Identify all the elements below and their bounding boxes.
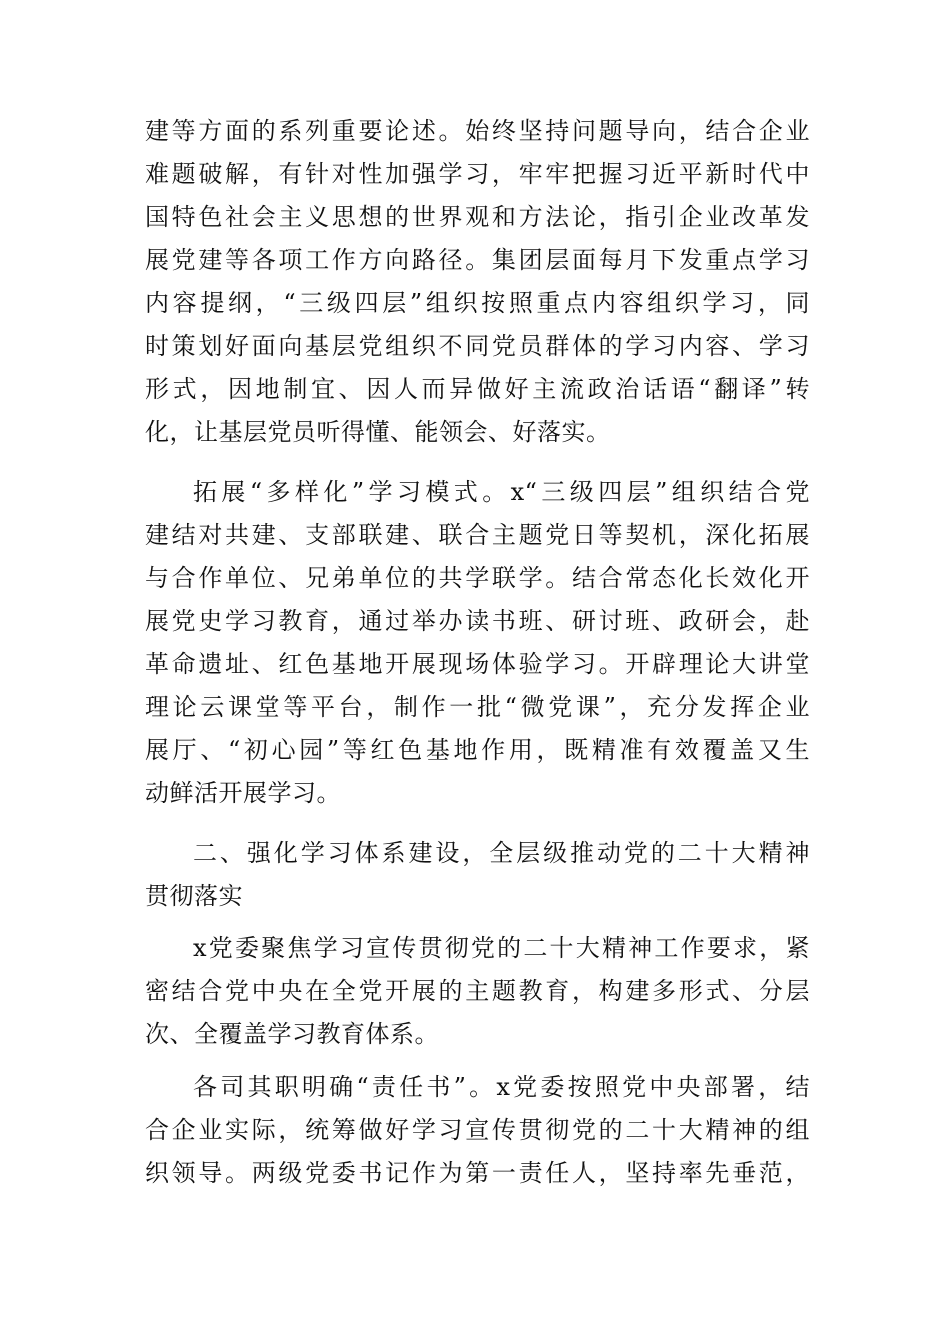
paragraph-1: [145, 110, 810, 454]
text-line: 合企业实际，统筹做好学习宣传贯彻党的二十大精神的组: [145, 1116, 810, 1144]
text-line: 时策划好面向基层党组织不同党员群体的学习内容、学习: [145, 332, 810, 360]
text-line: 内容提纲，“三级四层”组织按照重点内容组织学习，同: [145, 289, 810, 317]
section-heading: [145, 832, 810, 918]
heading-line: 二、强化学习体系建设，全层级推动党的二十大精神: [193, 839, 810, 867]
text-line: 国特色社会主义思想的世界观和方法论，指引企业改革发: [145, 203, 810, 231]
text-line: 理论云课堂等平台，制作一批“微党课”，充分发挥企业: [145, 693, 810, 721]
text-line: 建结对共建、支部联建、联合主题党日等契机，深化拓展: [145, 521, 810, 549]
text-line: 与合作单位、兄弟单位的共学联学。结合常态化长效化开: [145, 564, 810, 592]
text-line: 化，让基层党员听得懂、能领会、好落实。: [145, 418, 611, 446]
paragraph-4: [145, 1066, 810, 1195]
text-line: 动鲜活开展学习。: [145, 779, 341, 807]
text-line: 展党建等各项工作方向路径。集团层面每月下发重点学习: [145, 246, 810, 274]
paragraph-2: [145, 471, 810, 815]
text-line: 展党史学习教育，通过举办读书班、研讨班、政研会，赴: [145, 607, 810, 635]
text-line: 展厅、“初心园”等红色基地作用，既精准有效覆盖又生: [145, 736, 810, 764]
text-line: x党委聚焦学习宣传贯彻党的二十大精神工作要求，紧: [193, 934, 810, 962]
text-line: 次、全覆盖学习教育体系。: [145, 1020, 439, 1048]
text-line: 拓展“多样化”学习模式。x“三级四层”组织结合党: [193, 478, 810, 506]
text-line: 建等方面的系列重要论述。始终坚持问题导向，结合企业: [145, 117, 810, 145]
text-line: 织领导。两级党委书记作为第一责任人，坚持率先垂范，: [145, 1159, 810, 1187]
text-line: 各司其职明确“责任书”。x党委按照党中央部署，结: [193, 1073, 810, 1101]
heading-line: 贯彻落实: [145, 882, 243, 910]
text-line: 形式，因地制宜、因人而异做好主流政治话语“翻译”转: [145, 375, 810, 403]
paragraph-3: [145, 927, 810, 1056]
text-line: 难题破解，有针对性加强学习，牢牢把握习近平新时代中: [145, 160, 810, 188]
text-line: 密结合党中央在全党开展的主题教育，构建多形式、分层: [145, 977, 810, 1005]
text-line: 革命遗址、红色基地开展现场体验学习。开辟理论大讲堂: [145, 650, 810, 678]
